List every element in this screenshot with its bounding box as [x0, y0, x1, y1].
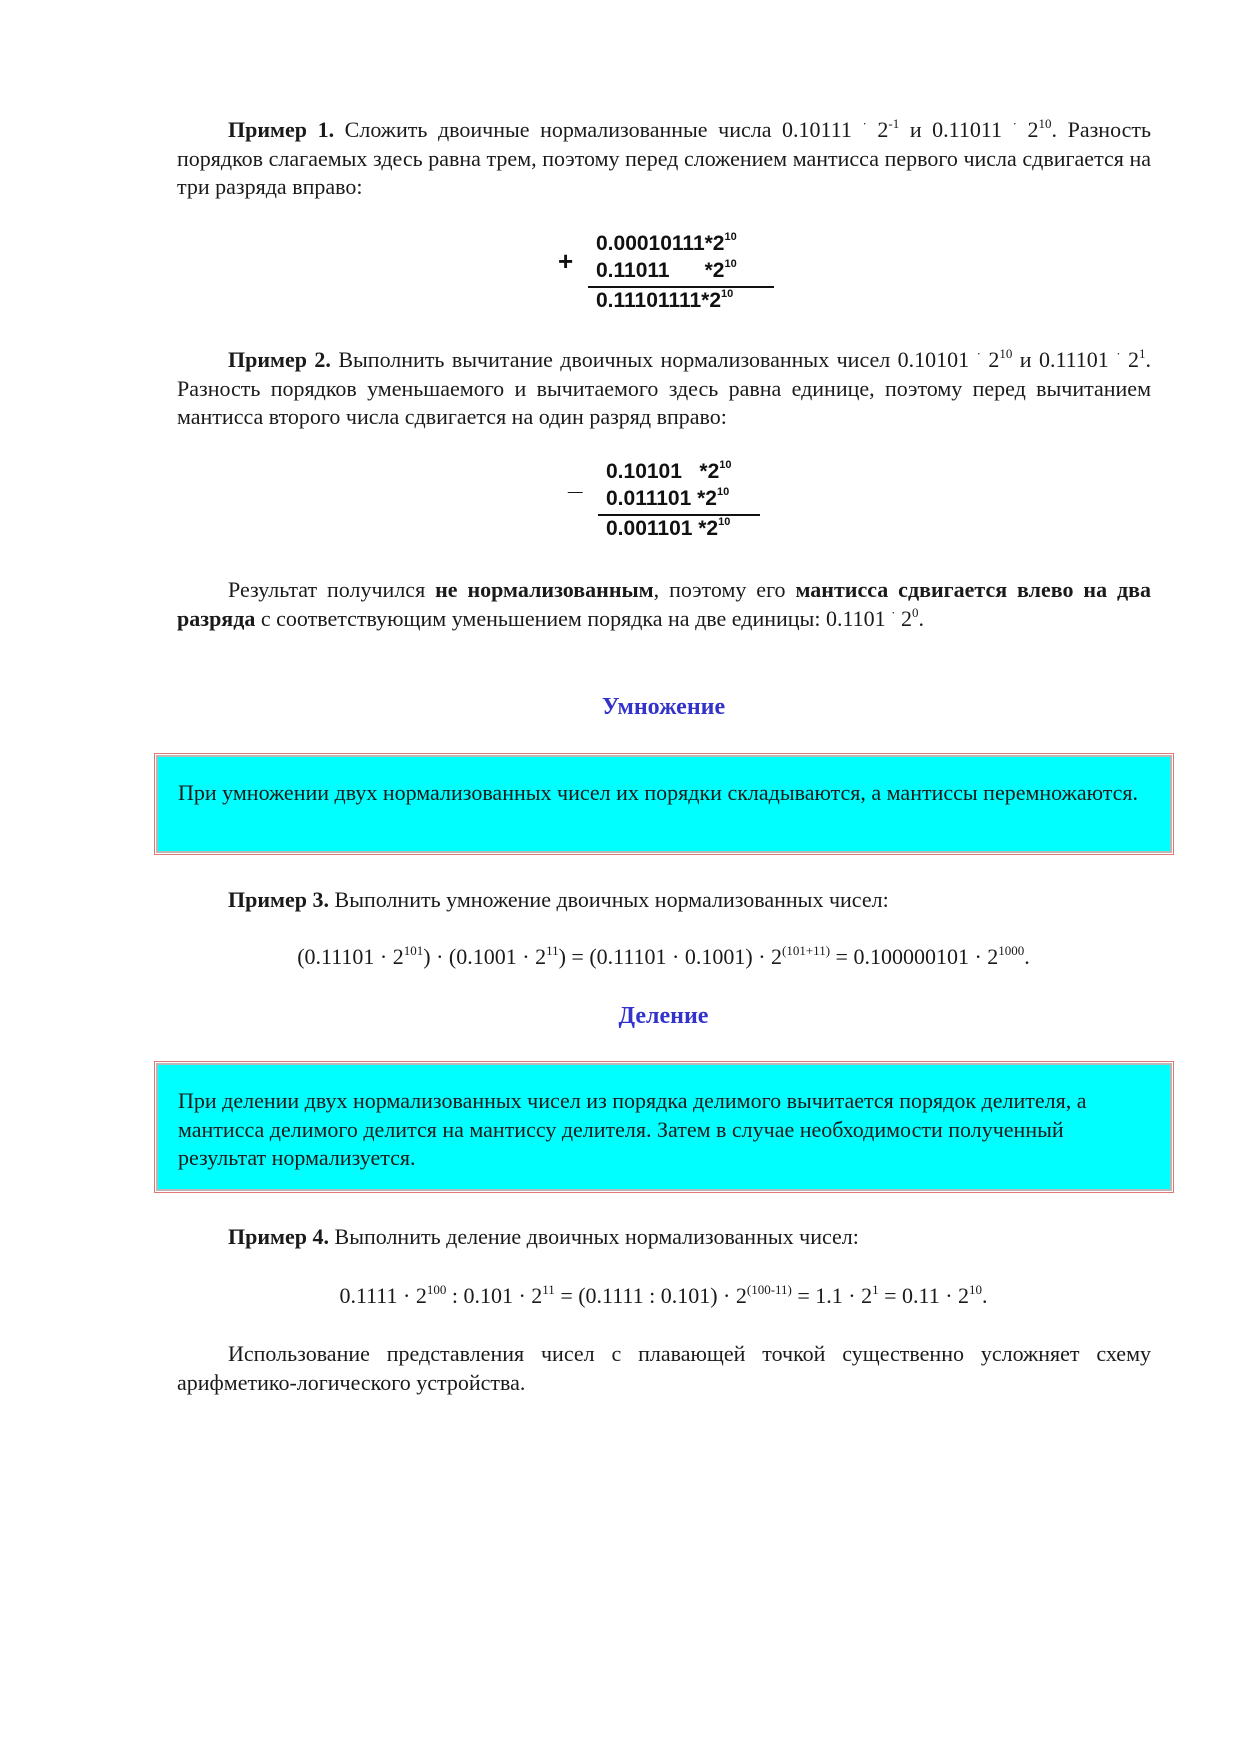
division-rule-text: При делении двух нормализованных чисел из порядка делимого вычитается порядок делителя, а мантисса делимого делится на мантиссу делителя. Затем в случае необходимости полученный результат нормализуется. [178, 1088, 1087, 1170]
dot: · [1012, 116, 1017, 131]
formula-part: . [982, 1283, 988, 1308]
exponent: 11 [542, 1282, 555, 1297]
formula-part: (0.11101 · 2 [297, 944, 404, 969]
example-1-label: Пример 1. [228, 117, 335, 142]
example-2-text: . Разность порядков уменьшаемого и вычитаемого здесь равна единице, поэтому перед вычитанием мантисса второго числа сдвигается на один разряд вправо: [177, 347, 1151, 429]
exponent: 1 [872, 1282, 879, 1297]
exponent: 1000 [998, 943, 1025, 958]
difference-result [606, 517, 730, 541]
result-text: , поэтому его [653, 577, 796, 602]
exponent: (100-11) [746, 1282, 792, 1297]
example-3-label: Пример 3. [228, 887, 330, 912]
exponent: 10 [969, 1282, 983, 1297]
example-2-text: и 0.11101 [1012, 347, 1117, 372]
calc-row: 0.10101 *2 [606, 460, 720, 483]
multiplication-formula [0, 943, 1239, 971]
multiplication-heading: Умножение [601, 694, 726, 720]
calc-row: 0.00010111*2 [596, 232, 725, 255]
dot: · [891, 604, 896, 620]
exponent: 10 [724, 258, 737, 270]
exponent: -1 [888, 116, 900, 131]
dot: · [1116, 346, 1121, 361]
example-2-paragraph [177, 346, 1151, 432]
multiplication-rule-box [156, 755, 1172, 853]
result-paragraph [177, 576, 1151, 633]
formula-part: ) = (0.11101 · 0.1001) · 2 [558, 944, 783, 969]
calc-row: 0.11101111*2 [596, 289, 722, 312]
result-text: 2 [895, 605, 912, 631]
exponent: 10 [721, 288, 734, 300]
exponent: 10 [718, 516, 731, 528]
dot: · [862, 116, 867, 131]
example-2-text: Выполнить вычитание двоичных нормализованных чисел 0.10101 [330, 347, 977, 372]
exponent: 10 [724, 231, 737, 243]
example-1-text: и 0.11011 [899, 117, 1013, 142]
formula-part: . [1024, 944, 1030, 969]
result-text: Результат получился [228, 577, 436, 602]
minuend [606, 460, 732, 484]
exponent: 1 [1139, 346, 1146, 361]
example-2-label: Пример 2. [228, 347, 331, 372]
addend-2 [596, 259, 737, 283]
exponent: 10 [719, 459, 732, 471]
exponent: 101 [403, 943, 424, 958]
example-3-paragraph [177, 886, 1151, 915]
exponent: (101+11) [782, 943, 831, 958]
example-1-text: 2 [866, 117, 889, 142]
result-text: . [918, 605, 924, 631]
multiplication-rule-text: При умножении двух нормализованных чисел их порядки складываются, а мантиссы перемножаются. [178, 780, 1138, 805]
result-bold: мантисса сдвигается влево на два разряда [177, 577, 1151, 631]
sum-rule [588, 286, 774, 288]
calc-row: 0.011101 *2 [606, 487, 717, 510]
division-formula [0, 1282, 1239, 1310]
example-1-paragraph [177, 116, 1151, 202]
result-text: с соответствующим уменьшением порядка на две единицы: 0.1101 [255, 605, 892, 631]
exponent: 100 [426, 1282, 447, 1297]
sum-result [596, 289, 733, 313]
final-paragraph: Использование представления чисел с плавающей точкой существенно усложняет схему арифметико-логического устройства. [177, 1341, 1151, 1395]
division-heading: Деление [618, 1003, 709, 1029]
division-rule-box [156, 1063, 1172, 1191]
addend-1 [596, 232, 737, 256]
formula-part: = 0.100000101 · 2 [830, 944, 999, 969]
plus-operator: + [558, 246, 574, 276]
formula-part: = 1.1 · 2 [791, 1283, 873, 1308]
subtrahend [606, 487, 729, 511]
example-3-text: Выполнить умножение двоичных нормализованных чисел: [329, 887, 889, 912]
example-4-paragraph [177, 1223, 1151, 1252]
exponent: 10 [716, 486, 730, 498]
calc-row: 0.001101 *2 [606, 517, 719, 540]
subtraction-calculation [568, 460, 768, 550]
formula-part: = 0.11 · 2 [878, 1283, 970, 1308]
formula-part: = (0.1111 : 0.101) · 2 [554, 1283, 747, 1308]
example-1-text: . Разность порядков слагаемых здесь равна трем, поэтому перед сложением мантисса первого числа сдвигается на три разряда вправо: [177, 117, 1152, 199]
example-2-text: 2 [1120, 347, 1139, 372]
formula-part: 0.1111 · 2 [339, 1283, 427, 1308]
example-1-text: Сложить двоичные нормализованные числа 0.10111 [334, 117, 863, 142]
exponent: 0 [911, 604, 919, 620]
example-4-label: Пример 4. [228, 1224, 330, 1249]
exponent: 10 [1038, 116, 1052, 131]
example-2-text: 2 [980, 347, 1000, 372]
minus-operator: _ [568, 466, 583, 496]
formula-part: ) · (0.1001 · 2 [423, 944, 547, 969]
exponent: 11 [546, 943, 559, 958]
example-4-text: Выполнить деление двоичных нормализованных чисел: [329, 1224, 859, 1249]
calc-row: 0.11011 *2 [596, 259, 725, 282]
formula-part: : 0.101 · 2 [446, 1283, 543, 1308]
difference-rule [598, 514, 760, 516]
dot: · [976, 346, 981, 361]
exponent: 10 [999, 346, 1013, 361]
addition-calculation [558, 232, 778, 322]
example-1-text: 2 [1016, 117, 1039, 142]
result-bold: не нормализованным [435, 577, 654, 602]
